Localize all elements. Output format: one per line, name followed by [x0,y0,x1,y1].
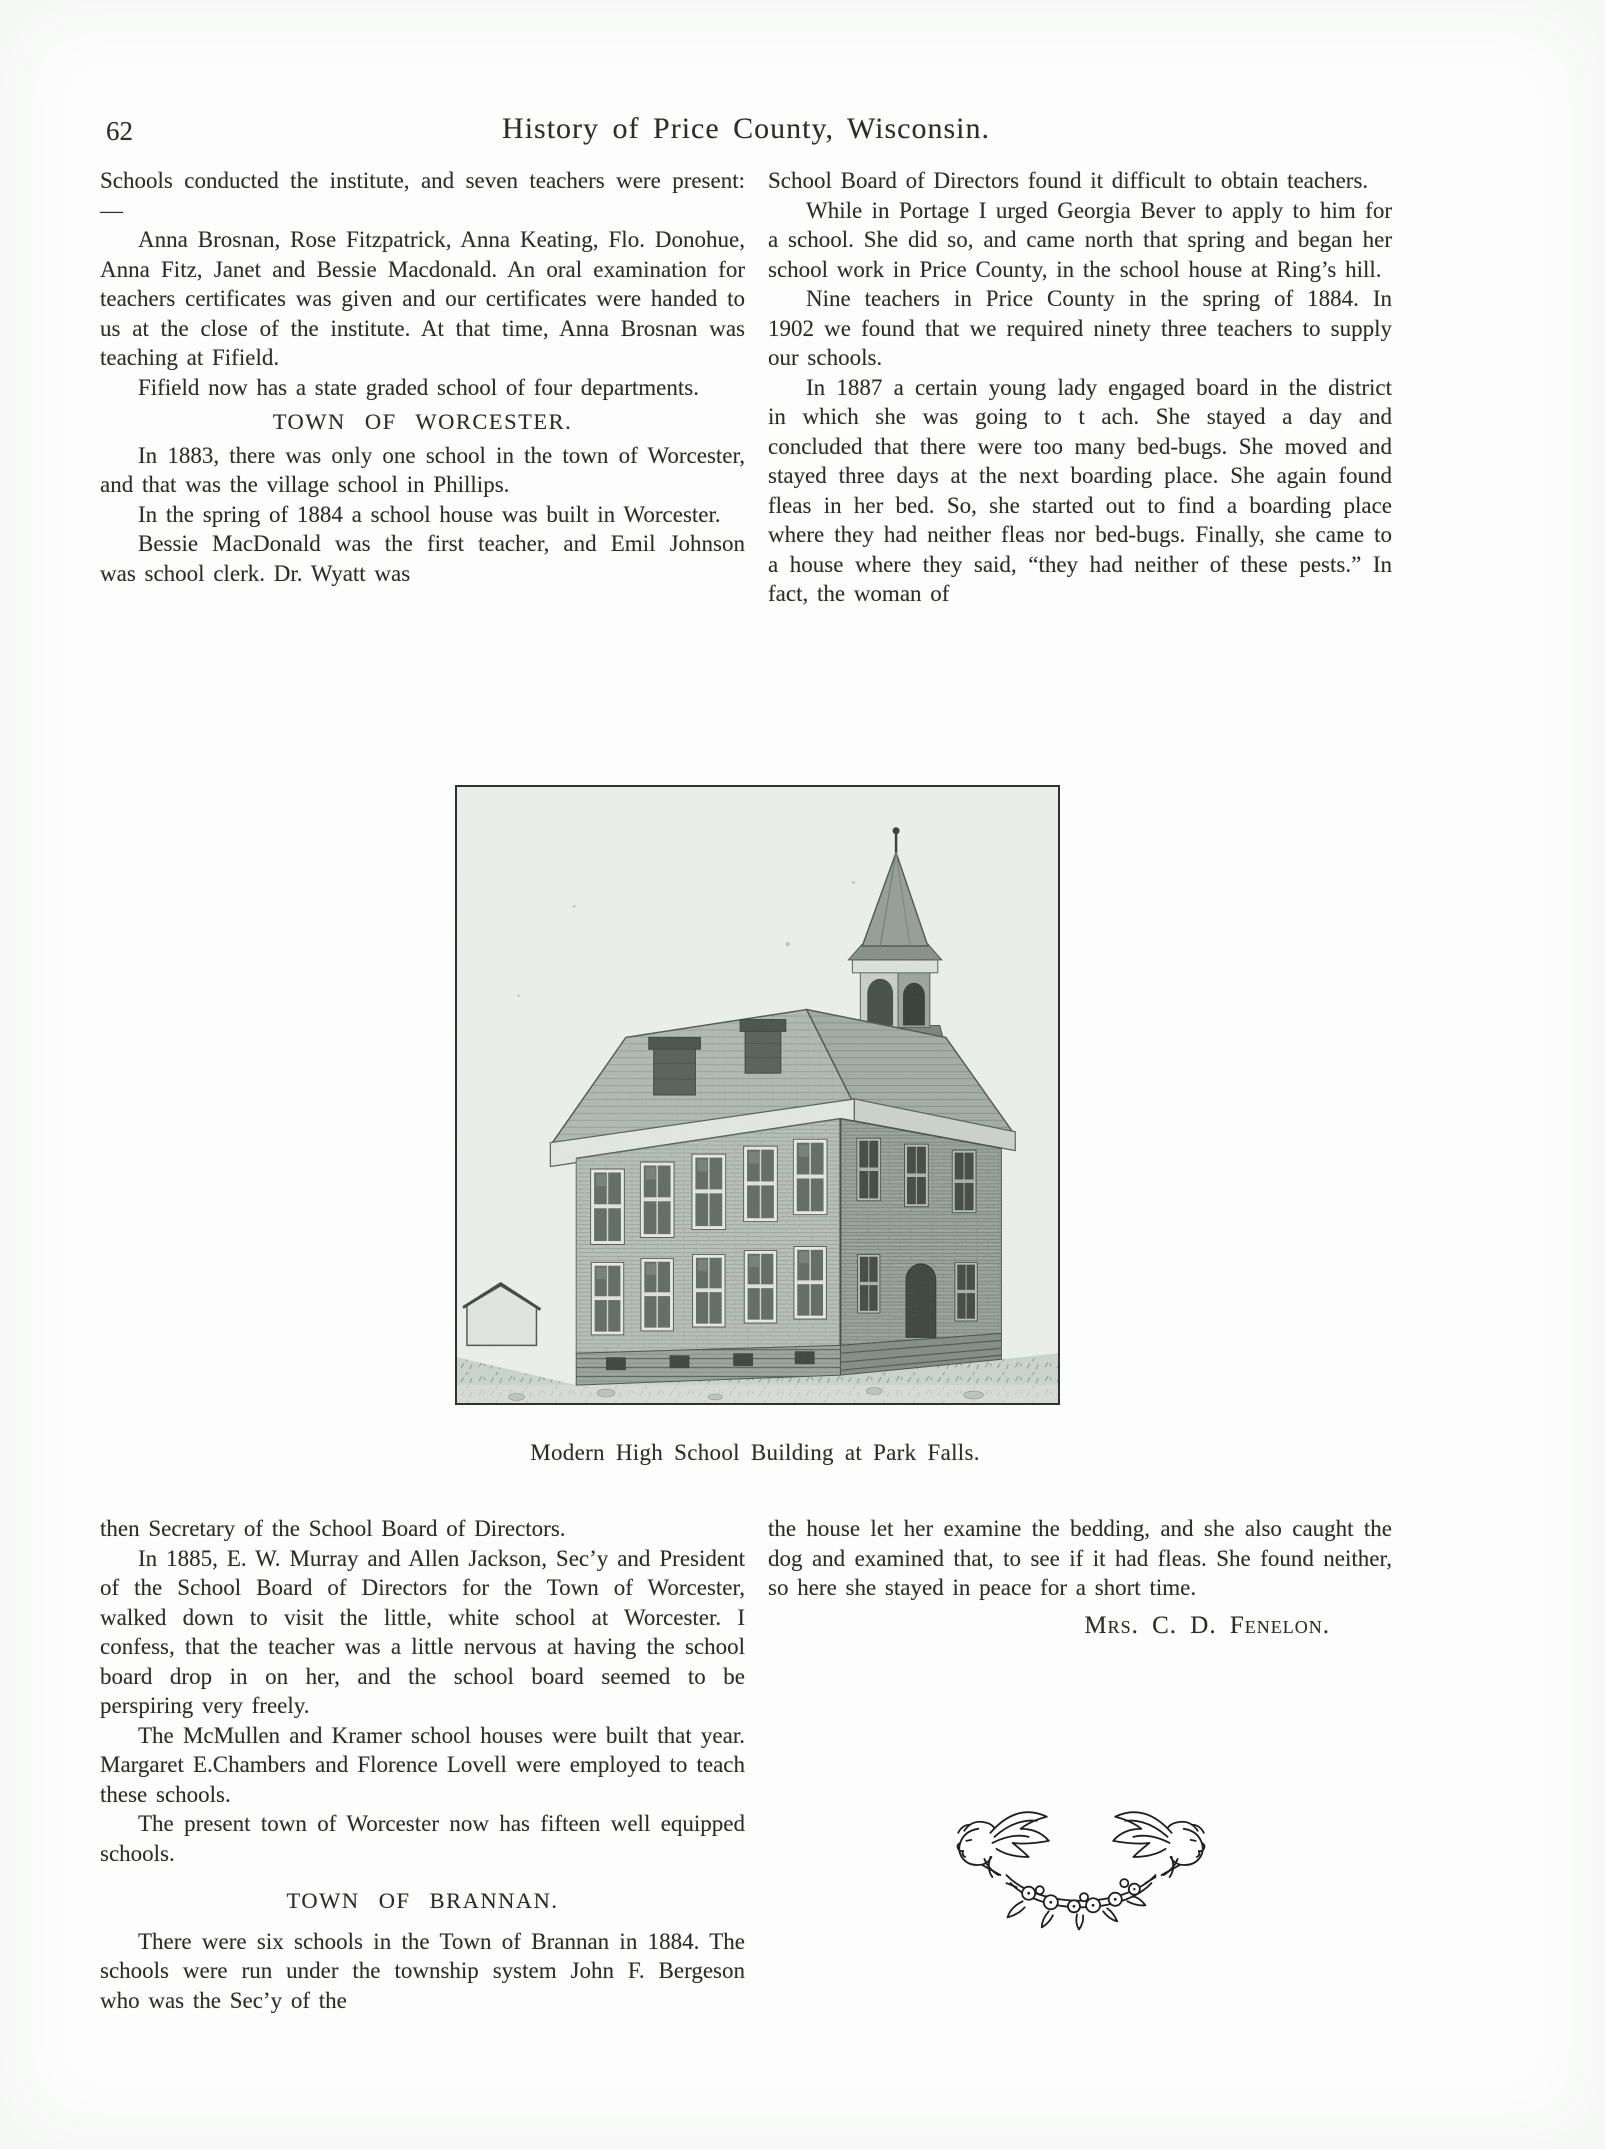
paragraph: Bessie MacDonald was the first teacher, and Emil Johnson was school clerk. Dr. Wyatt was [100,531,745,586]
page-title: History of Price County, Wisconsin. [502,112,990,145]
column-top-right [768,166,1392,609]
column-bottom-left [100,1514,745,2015]
section-heading: TOWN OF BRANNAN. [286,1888,559,1913]
paragraph: In 1883, there was only one school in the town of Worcester, and that was the village school in Phillips. [100,442,745,497]
section-heading: TOWN OF WORCESTER. [272,409,573,434]
paragraph: Fifield now has a state graded school of four departments. [138,374,699,400]
paragraph: In 1885, E. W. Murray and Allen Jackson, Sec’y and President of the School Board of Directors for the Town of Worcester, walked down to visit the little, white school at Worcester. I confess, that the teacher was a little nervous at having the school board drop in on her, and the school board seemed to be perspiring very freely. [100,1545,745,1718]
floral-garland [1007,1875,1156,1929]
paragraph: There were six schools in the Town of Brannan in 1884. The schools were run under the township system John F. Bergeson who was the Sec’y of the [100,1928,745,2013]
paragraph: Nine teachers in Price County in the spring of 1884. In 1902 we found that we required ninety three teachers to supply our schools. [768,286,1392,370]
column-top-left [100,166,745,588]
paragraph: Anna Brosnan, Rose Fitzpatrick, Anna Keating, Flo. Donohue, Anna Fitz, Janet and Bessie Macdonald. An oral examination for teachers certificates was given and our certificates were handed to us at the close of the institute. At that time, Anna Brosnan was teaching at Fifield. [100,227,745,370]
author-signature: Mrs. C. D. Fenelon. [1084,1611,1330,1639]
paragraph: In 1887 a certain young lady engaged board in the district in which she was going to t ach. She stayed a day and concluded that there were too many bed-bugs. She moved and stayed three days at the next boarding place. She again found fleas in her bed. So, she started out to find a boarding place where they had neither fleas nor bed-bugs. Finally, she came to a house where they said, “they had neither of these pests.” In fact, the woman of [768,374,1392,606]
paragraph: the house let her examine the bedding, and she also caught the dog and examined that, to see if it had fleas. She found neither, so here she stayed in peace for a short time. [768,1516,1392,1600]
school-building-illustration [457,787,1058,1403]
paragraph: The present town of Worcester now has fifteen well equipped schools. [100,1811,745,1866]
page-number: 62 [106,116,133,146]
paragraph: School Board of Directors found it difficult to obtain teachers. [768,168,1369,193]
paragraph: Schools conducted the institute, and seven teachers were present:— [100,168,745,223]
paragraph: In the spring of 1884 a school house was built in Worcester. [138,501,721,527]
paragraph: The McMullen and Kramer school houses were built that year. Margaret E.Chambers and Florence Lovell were employed to teach these schools. [100,1722,745,1807]
school-photo [455,785,1060,1405]
photo-caption: Modern High School Building at Park Falls. [530,1440,980,1465]
cherub-head-icon [958,1812,1049,1877]
column-bottom-right [768,1514,1392,1640]
halftone-grain [457,787,1058,1403]
cherub-garland-ornament [926,1790,1236,1932]
paragraph: While in Portage I urged Georgia Bever to apply to him for a school. She did so, and came north that spring and began her school work in Price County, in the school house at Ring’s hill. [768,197,1392,282]
column-bottom-right-paragraphs [768,1514,1392,1603]
paragraph: then Secretary of the School Board of Directors. [100,1516,566,1541]
